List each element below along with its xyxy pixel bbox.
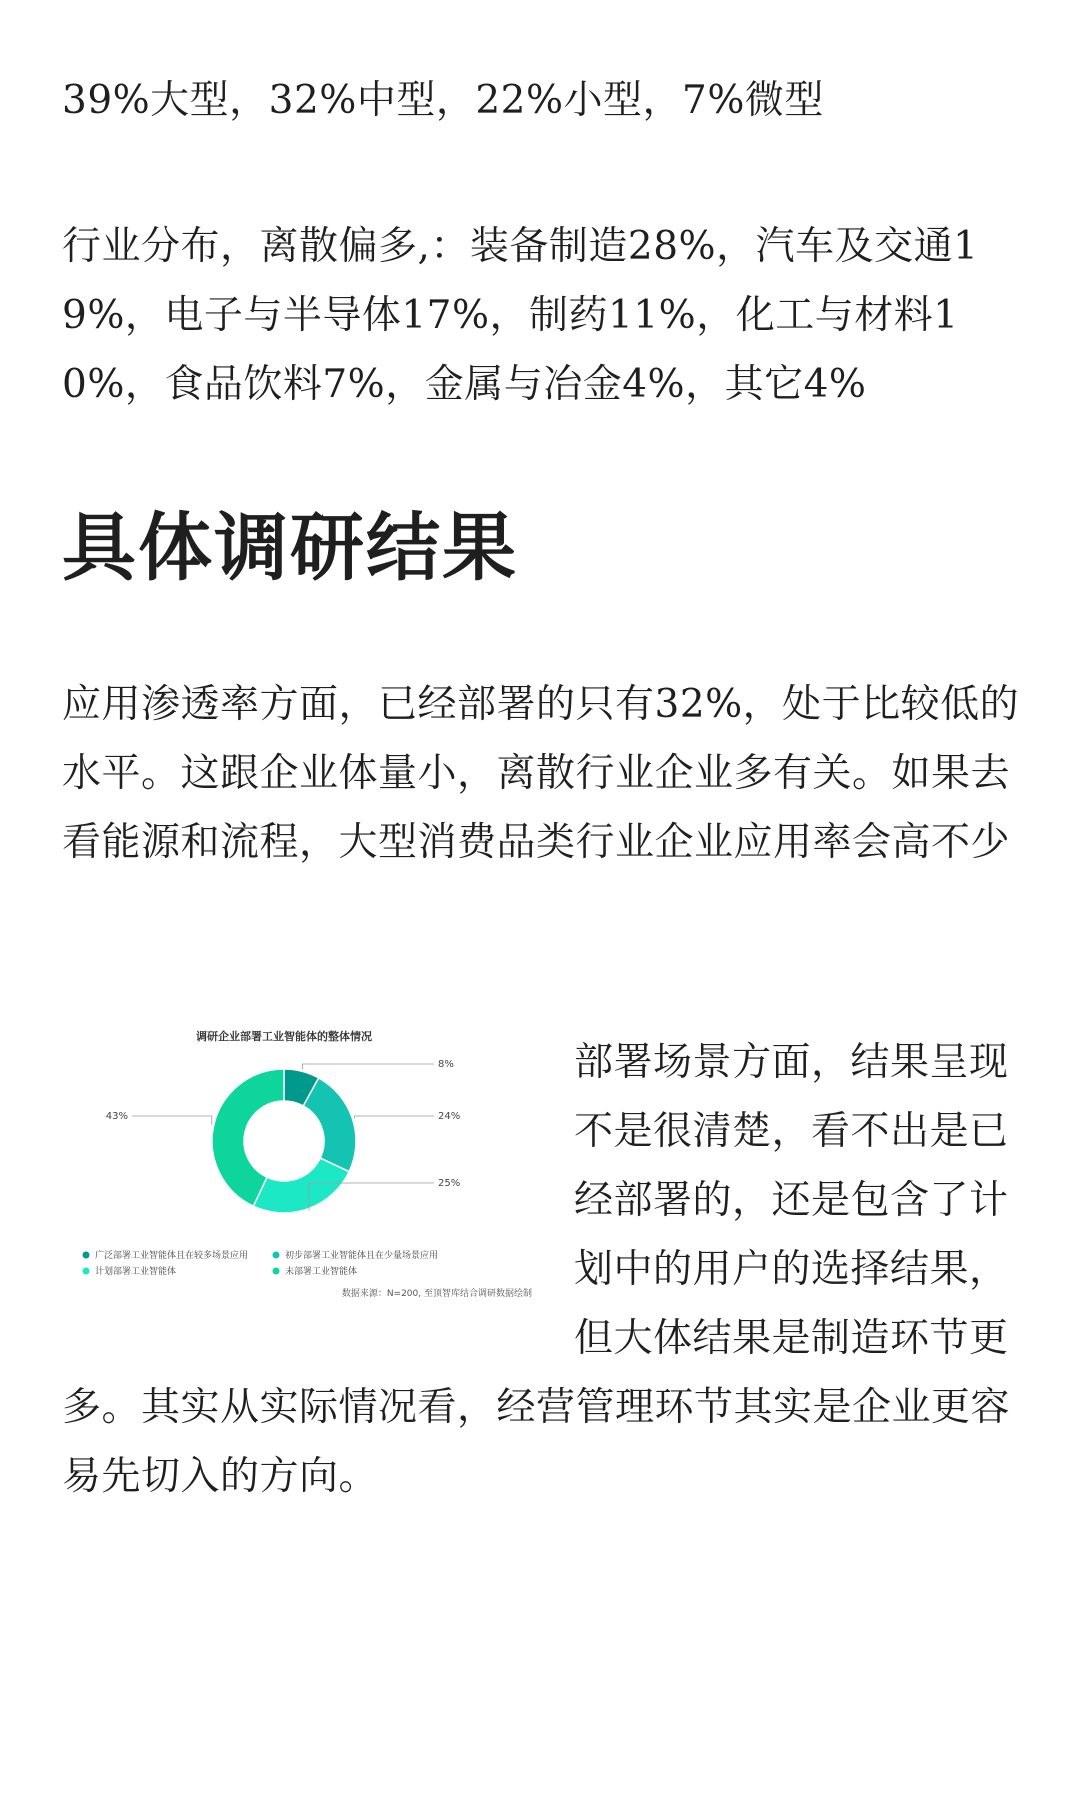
legend-label: 计划部署工业智能体 [95,1267,177,1277]
scenario-paragraph: 部署场景方面，结果呈现不是很清楚，看不出是已经部署的，还是包含了计划中的用户的选择结果，但大体结果是制造环节更多。其实从实际情况看，经营管理环节其实是企业更容易先切入的方向。 [62,1040,1011,1499]
legend-label: 未部署工业智能体 [285,1267,358,1277]
slice-value-label: 25% [438,1178,461,1189]
chart-legend [83,1249,439,1277]
industry-distribution-text: 行业分布，离散偏多,：装备制造28%，汽车及交通19%，电子与半导体17%，制药11%，化工与材料10%，食品饮料7%，金属与冶金4%，其它4% [62,224,979,407]
size-distribution-text: 39%大型，32%中型，22%小型，7%微型 [62,78,824,123]
legend-marker [83,1252,90,1259]
callout-line [302,1064,434,1069]
legend-marker [273,1252,280,1259]
chart-slices [212,1069,356,1213]
donut-slice [303,1078,356,1172]
donut-slice [253,1158,349,1213]
legend-label: 初步部署工业智能体且在少量场景应用 [285,1251,439,1261]
chart-title: 调研企业部署工业智能体的整体情况 [196,1030,372,1043]
legend-marker [273,1268,280,1275]
chart-source: 数据来源：N=200, 至顶智库结合调研数据绘制 [341,1289,532,1299]
slice-value-label: 24% [438,1111,461,1122]
chart-canvas [62,1028,540,1322]
callout-line [354,1116,434,1118]
scenario-section [62,1028,1022,1511]
slice-value-label: 8% [438,1059,454,1070]
slice-value-label: 43% [105,1111,128,1122]
legend-marker [83,1268,90,1275]
callout-line [132,1116,212,1125]
penetration-paragraph: 应用渗透率方面，已经部署的只有32%，处于比较低的水平。这跟企业体量小，离散行业企业多有关。如果去看能源和流程，大型消费品类行业企业应用率会高不少 [62,682,1020,865]
legend-label: 广泛部署工业智能体且在较多场景应用 [95,1251,249,1261]
deployment-donut-chart [62,1028,540,1322]
section-heading: 具体调研结果 [62,505,518,591]
